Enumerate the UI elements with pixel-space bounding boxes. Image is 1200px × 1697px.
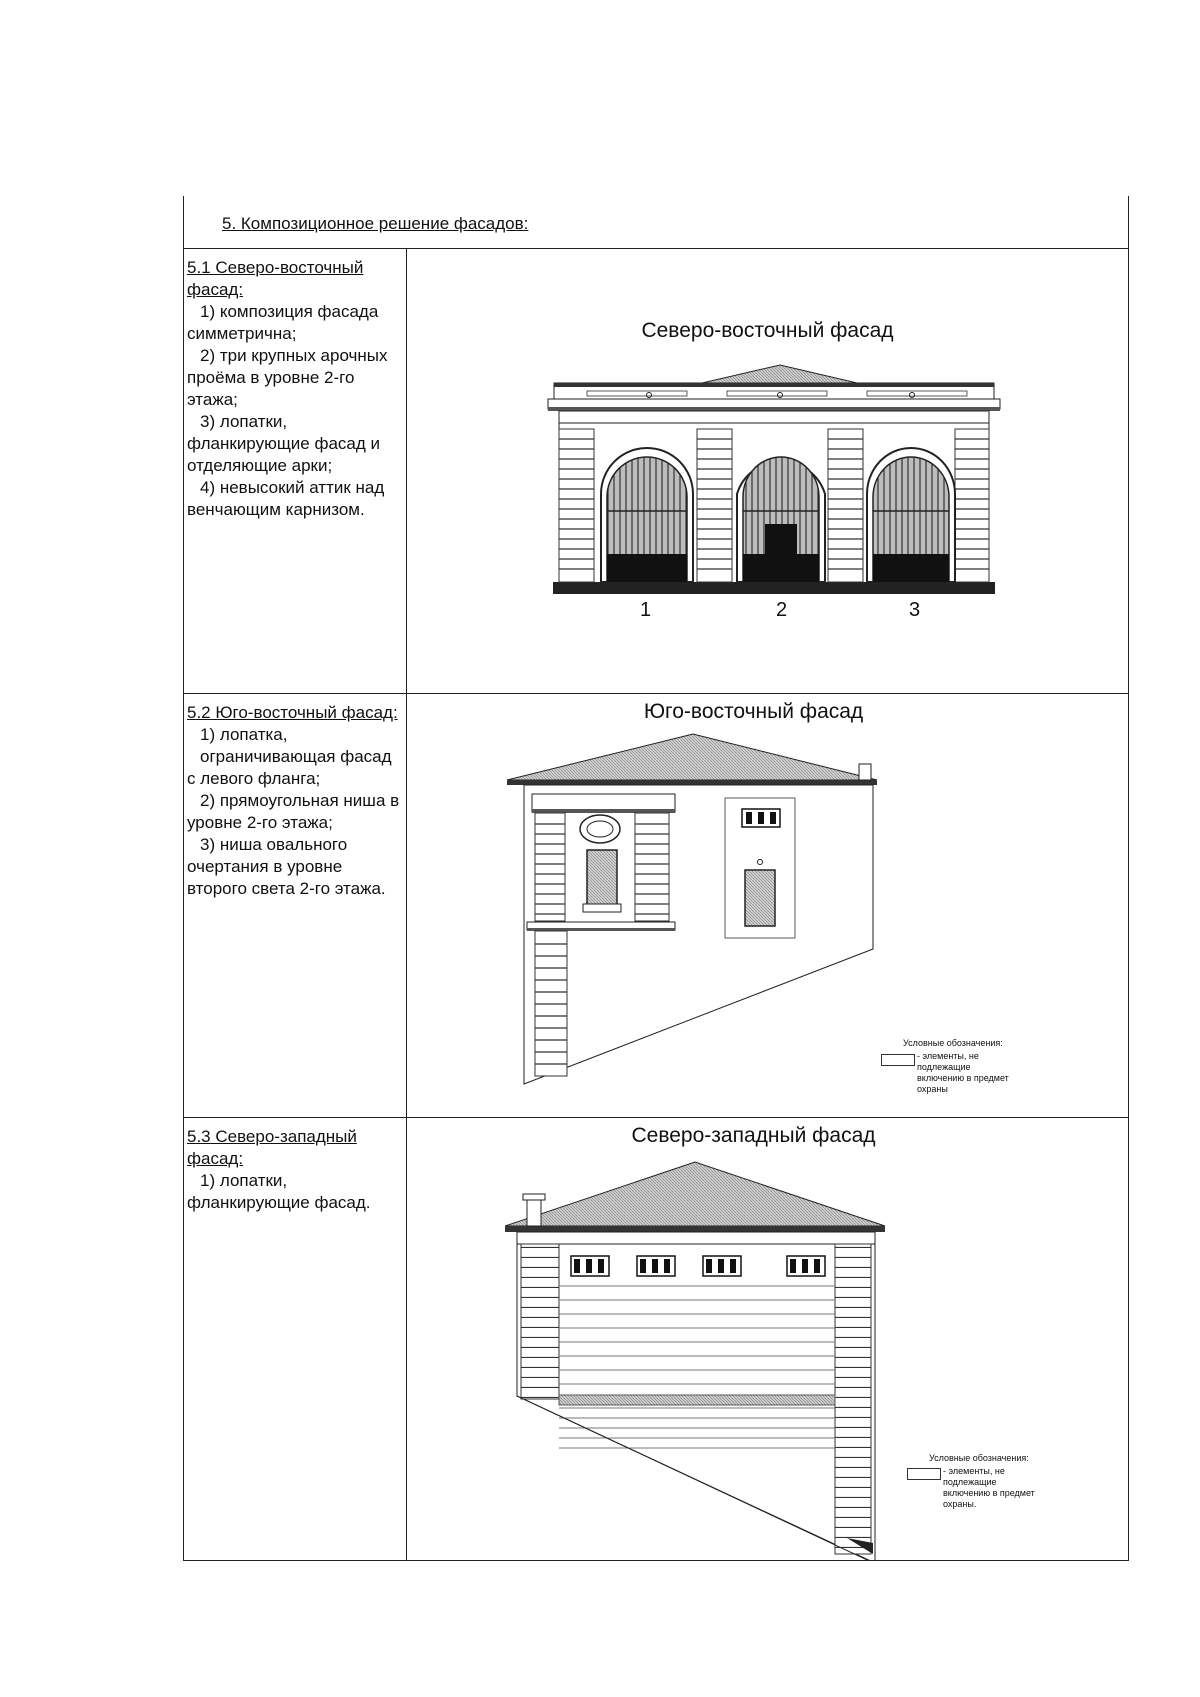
legend-title: Условные обозначения: <box>903 1038 1003 1048</box>
table-row-southeast <box>184 694 1128 1118</box>
roof <box>507 734 877 780</box>
figure-cell <box>407 694 1128 1117</box>
subsection-title-cont: фасад: <box>187 1149 244 1168</box>
subsection-title-cont: фасад: <box>187 280 244 299</box>
arch-number-1: 1 <box>640 599 652 621</box>
door <box>745 870 775 926</box>
legend-title: Условные обозначения: <box>929 1453 1029 1463</box>
arch-3 <box>867 448 955 582</box>
list-item: 2) прямоугольная ниша в <box>200 791 400 810</box>
description-cell <box>184 1118 407 1560</box>
list-item-cont: с левого фланга; <box>187 769 321 788</box>
figure-title: Юго-восточный фасад <box>643 700 864 723</box>
list-item-cont: венчающим карнизом. <box>187 500 365 519</box>
list-item-cont: симметрична; <box>187 324 297 343</box>
table-row-northwest <box>184 1118 1128 1560</box>
subsection-title: 5.1 Северо-восточный <box>187 258 364 277</box>
list-item-cont: второго света 2-го этажа. <box>187 879 386 898</box>
rectangular-niche <box>587 850 617 905</box>
description-cell <box>184 694 407 1117</box>
facade-wall <box>524 785 873 1084</box>
arch-1 <box>601 448 693 582</box>
section-heading: 5. Композиционное решение фасадов: <box>222 214 529 233</box>
list-item-cont: ограничивающая фасад <box>200 747 392 766</box>
subsection-title: 5.3 Северо-западный <box>187 1127 357 1146</box>
list-item: 3) ниша овального <box>200 835 348 854</box>
list-item: 2) три крупных арочных <box>200 346 388 365</box>
list-item-cont: этажа; <box>187 390 238 409</box>
list-item: 1) лопатка, <box>200 725 288 744</box>
table-row-northeast <box>184 249 1128 694</box>
legend-text: - элементы, не подлежащие включению в предмет охраны <box>917 1051 1009 1094</box>
figure-title: Северо-восточный фасад <box>641 319 894 342</box>
list-item-cont: отделяющие арки; <box>187 456 333 475</box>
figure-title: Северо-западный фасад <box>631 1124 876 1147</box>
legend-swatch <box>907 1468 941 1480</box>
arch-number-3: 3 <box>909 599 921 621</box>
list-item: 3) лопатки, <box>200 412 288 431</box>
list-item-cont: уровне 2-го этажа; <box>187 813 333 832</box>
subsection-title: 5.2 Юго-восточный фасад: <box>187 703 398 722</box>
arch-2 <box>737 457 825 582</box>
document-sheet <box>183 196 1129 1561</box>
legend-swatch <box>881 1054 915 1066</box>
list-item: 4) невысокий аттик над <box>200 478 385 497</box>
arch-number-2: 2 <box>776 599 788 621</box>
pilaster-left <box>521 1244 559 1399</box>
figure-cell <box>407 249 1128 693</box>
list-item-cont: фланкирующие фасад. <box>187 1193 371 1212</box>
list-item: 1) лопатки, <box>200 1171 288 1190</box>
chimney <box>527 1198 541 1226</box>
list-item-cont: очертания в уровне <box>187 857 343 876</box>
pilaster-right <box>835 1244 871 1554</box>
roof <box>505 1162 885 1226</box>
description-cell <box>184 249 407 693</box>
chimney <box>859 764 871 780</box>
legend-text: - элементы, не подлежащие включению в предмет охраны. <box>943 1466 1035 1509</box>
table-header-row <box>184 196 1128 249</box>
list-item-cont: фланкирующие фасад и <box>187 434 381 453</box>
list-item-cont: проёма в уровне 2-го <box>187 368 355 387</box>
list-item: 1) композиция фасада <box>200 302 379 321</box>
figure-cell <box>407 1118 1128 1560</box>
northeast-facade-drawing <box>407 249 1128 693</box>
